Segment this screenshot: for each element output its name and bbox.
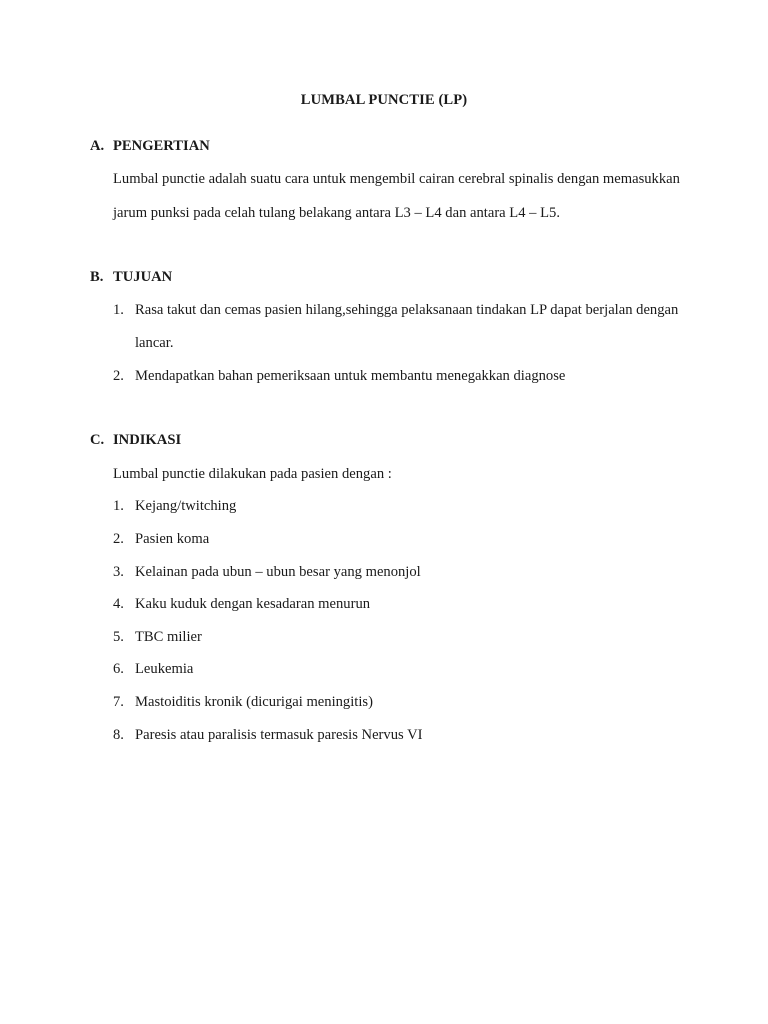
list-number: 4. (113, 596, 124, 612)
list-number: 6. (113, 661, 124, 677)
section-a-heading (90, 138, 210, 155)
list-item-text: Kelainan pada ubun – ubun besar yang menonjol (135, 564, 421, 580)
list-number: 2. (113, 531, 124, 547)
list-item-text: Mastoiditis kronik (dicurigai meningitis) (135, 694, 373, 710)
section-a-title: PENGERTIAN (113, 138, 210, 154)
section-a-letter: A. (90, 138, 105, 154)
list-number: 5. (113, 629, 124, 645)
list-number: 1. (113, 498, 124, 514)
list-item-text: Paresis atau paralisis termasuk paresis Nervus VI (135, 727, 423, 743)
section-c-item-7 (113, 694, 373, 711)
section-a-paragraph-line-2: jarum punksi pada celah tulang belakang antara L3 – L4 dan antara L4 – L5. (113, 205, 560, 221)
section-c-heading (90, 432, 181, 449)
list-item-text: Kejang/twitching (135, 498, 237, 514)
list-item-text: TBC milier (135, 629, 202, 645)
section-b-item-2 (113, 368, 565, 385)
section-b-item-1-continuation: lancar. (135, 335, 174, 351)
section-c-item-5 (113, 629, 202, 646)
section-c-item-2 (113, 531, 209, 548)
section-c-item-8 (113, 727, 422, 744)
section-c-item-3 (113, 564, 421, 581)
section-b-heading (90, 269, 172, 286)
list-number: 1. (113, 302, 124, 318)
section-c-letter: C. (90, 432, 105, 448)
section-c-intro: Lumbal punctie dilakukan pada pasien dengan : (113, 466, 392, 482)
list-item-text: Leukemia (135, 661, 194, 677)
list-item-text: Rasa takut dan cemas pasien hilang,sehingga pelaksanaan tindakan LP dapat berjalan dengan (135, 302, 679, 318)
list-item-text: Kaku kuduk dengan kesadaran menurun (135, 596, 371, 612)
list-item-text: Pasien koma (135, 531, 210, 547)
section-b-item-1 (113, 302, 678, 319)
section-b-letter: B. (90, 269, 104, 285)
list-item-text: Mendapatkan bahan pemeriksaan untuk membantu menegakkan diagnose (135, 368, 566, 384)
document-title: LUMBAL PUNCTIE (LP) (300, 92, 468, 108)
section-c-item-4 (113, 596, 370, 613)
list-number: 7. (113, 694, 124, 710)
section-c-title: INDIKASI (113, 432, 182, 448)
section-c-item-1 (113, 498, 236, 515)
list-number: 8. (113, 727, 124, 743)
section-c-item-6 (113, 661, 193, 678)
section-b-title: TUJUAN (113, 269, 173, 285)
list-number: 2. (113, 368, 124, 384)
list-number: 3. (113, 564, 124, 580)
section-a-paragraph-line-1: Lumbal punctie adalah suatu cara untuk mengembil cairan cerebral spinalis dengan memasukkan (113, 171, 680, 187)
